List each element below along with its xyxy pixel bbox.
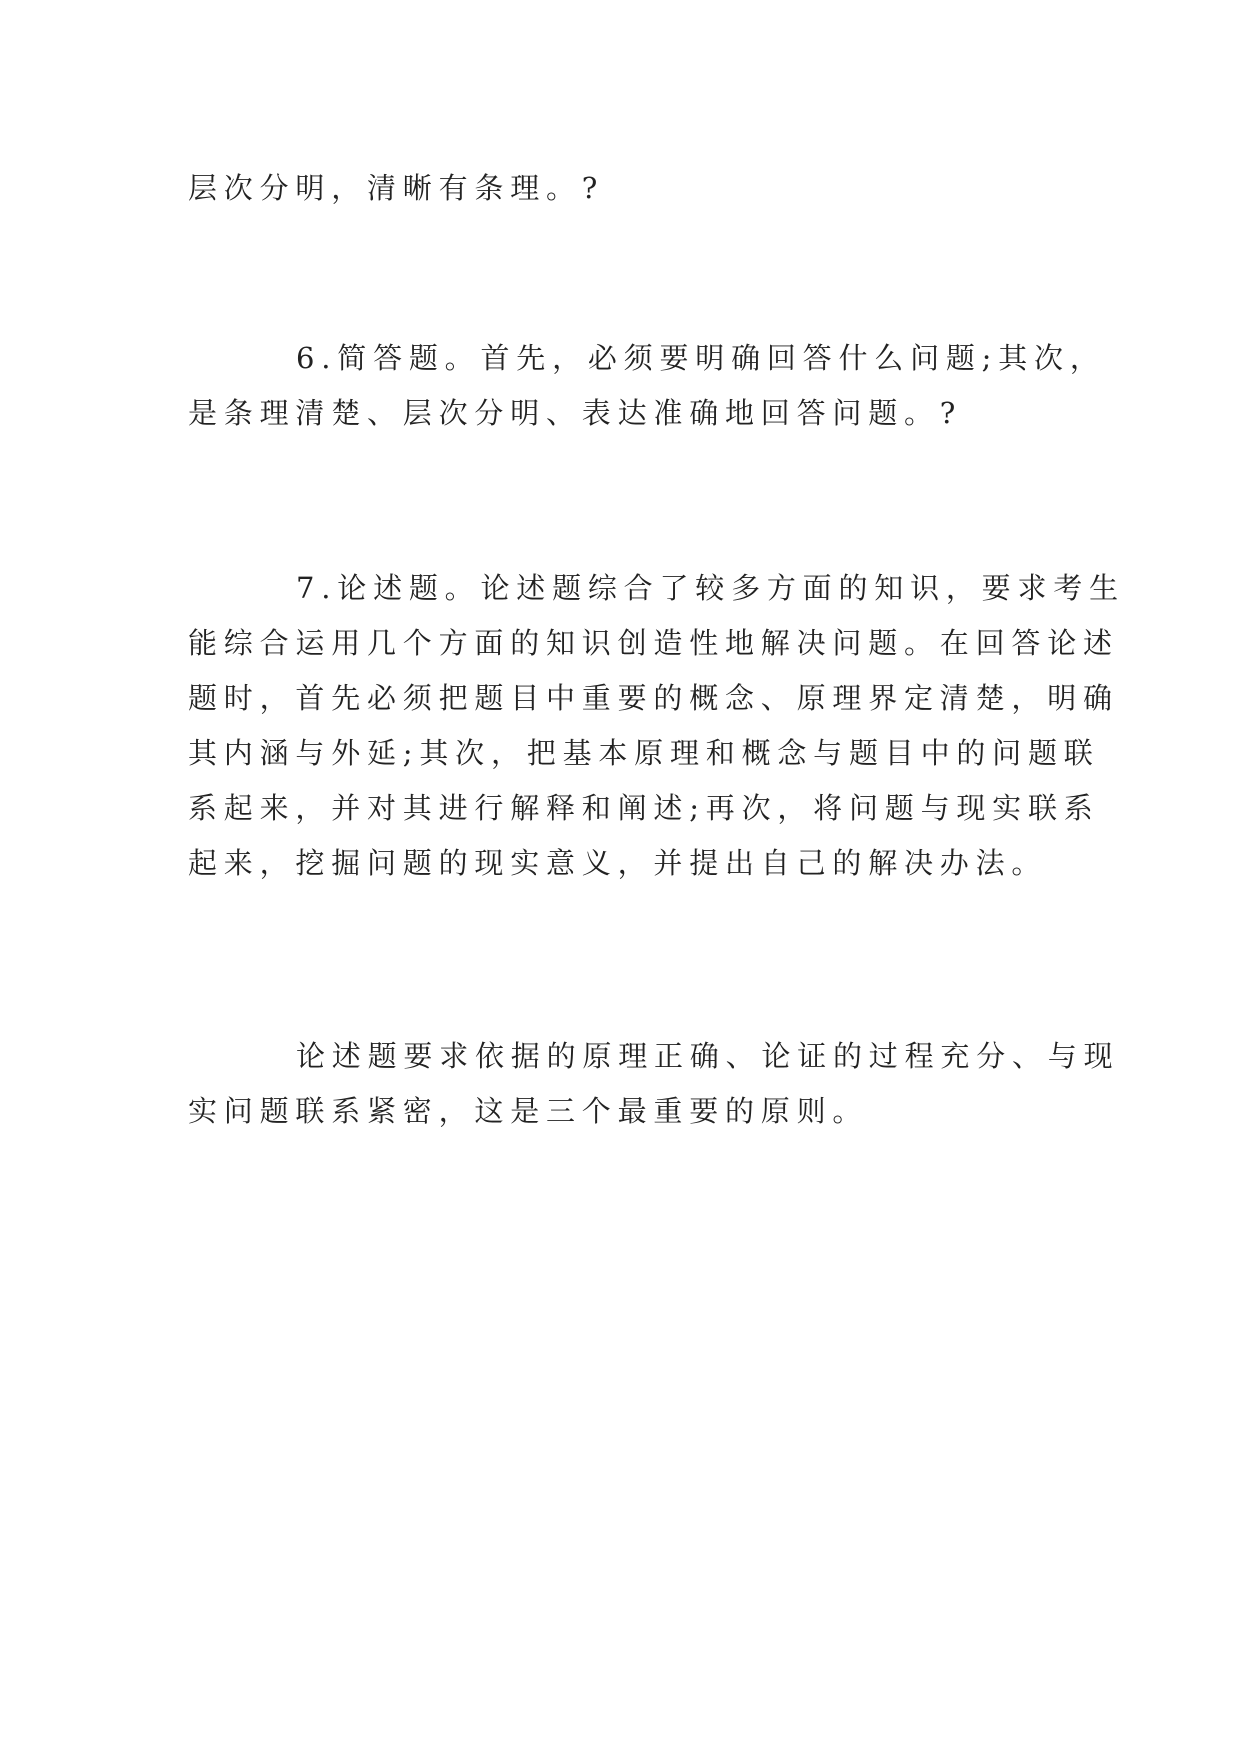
text-line: 层次分明，清晰有条理。? bbox=[188, 171, 605, 205]
text-line: 6.简答题。首先，必须要明确回答什么问题;其次， bbox=[296, 341, 1106, 375]
text-line: 其内涵与外延;其次，把基本原理和概念与题目中的问题联 bbox=[188, 736, 1100, 770]
text-line: 能综合运用几个方面的知识创造性地解决问题。在回答论述 bbox=[188, 626, 1119, 660]
text-line: 系起来，并对其进行解释和阐述;再次，将问题与现实联系 bbox=[188, 791, 1100, 825]
text-line: 论述题要求依据的原理正确、论证的过程充分、与现 bbox=[296, 1039, 1120, 1073]
text-line: 题时，首先必须把题目中重要的概念、原理界定清楚，明确 bbox=[188, 681, 1119, 715]
text-line: 是条理清楚、层次分明、表达准确地回答问题。? bbox=[188, 396, 963, 430]
text-line: 起来，挖掘问题的现实意义，并提出自己的解决办法。 bbox=[188, 846, 1048, 880]
text-line: 7.论述题。论述题综合了较多方面的知识，要求考生 bbox=[296, 571, 1125, 605]
text-line: 实问题联系紧密，这是三个最重要的原则。 bbox=[188, 1094, 869, 1128]
